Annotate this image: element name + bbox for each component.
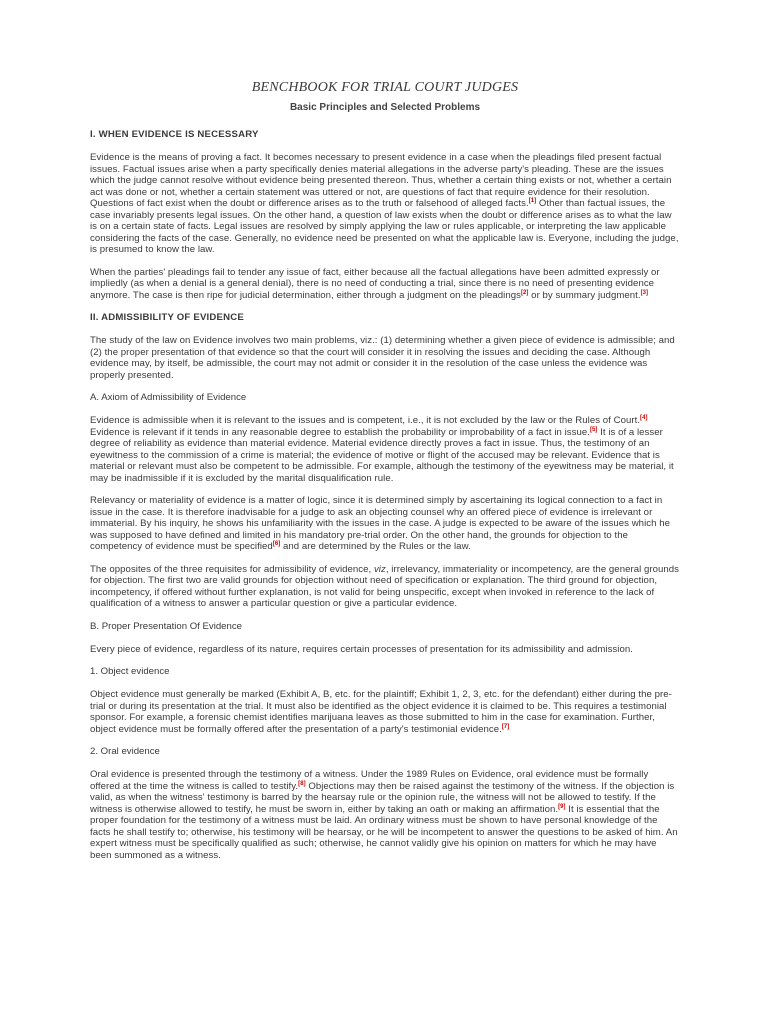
- footnote-7-link[interactable]: [7]: [501, 723, 510, 730]
- section-2b1-heading: 1. Object evidence: [90, 666, 170, 677]
- section-2a-paragraph-2: Relevancy or materiality of evidence is a matter of logic, since it is determined simply by ascertaining its logical connection to a fact in issue in the case. It is therefore inadvisable for a judge to ask an objecting counsel why an offered piece of evidence is irrelevant or immaterial. By his inquiry, he shows his unfamiliarity with the issues in the case. A judge is expected to be aware of the issues which he was supposed to have defined and limited in his mandatory pre-trial order. On the other hand, the grounds for objection to the competency of evidence must be specified[6] and are determined by the Rules or the law.: [90, 495, 670, 552]
- document-page: [90, 72, 680, 872]
- section-1-paragraph-2: When the parties' pleadings fail to tender any issue of fact, either because all the factual allegations have been admitted expressly or impliedly (as when a denial is a general denial), there is no need of conducting a trial, since there is no need of presenting evidence anymore. The case is then ripe for judicial determination, either through a judgment on the pleadings[2] or by summary judgment.[3]: [90, 266, 660, 301]
- section-2b-paragraph-1: Every piece of evidence, regardless of its nature, requires certain processes of presentation for its admissibility and admission.: [90, 643, 633, 655]
- section-2-heading: II. ADMISSIBILITY OF EVIDENCE: [90, 312, 244, 323]
- section-2b-heading: B. Proper Presentation Of Evidence: [90, 620, 242, 632]
- section-2b2-paragraph-1: Oral evidence is presented through the testimony of a witness. Under the 1989 Rules on Evidence, oral evidence must be formally offered at the time the witness is called to testify.[8] Objections may then be raised against the testimony of the witness. If the objection is valid, as when the witness' testimony is barred by the hearsay rule or the opinion rule, the witness will not be allowed to testify. If the witness is otherwise allowed to testify, he must be sworn in, either by taking an oath or making an affirmation.[9] It is essential that the proper foundation for the testimony of a witness must be laid. An ordinary witness must be shown to have personal knowledge of the facts he shall testify to; otherwise, his testimony will be hearsay, or he will be incompetent to answer the questions to be asked of him. An expert witness must be specifically qualified as such; otherwise, he cannot validly give his opinion on matters for which he may have been summoned as a witness.: [90, 769, 678, 861]
- section-2a-heading: A. Axiom of Admissibility of Evidence: [90, 392, 247, 403]
- footnote-6-link[interactable]: [6]: [272, 540, 281, 547]
- section-2a-paragraph-3: The opposites of the three requisites for admissibility of evidence, viz, irrelevancy, immateriality or incompetency, are the general grounds for objection. The first two are valid grounds for objection without need of specification or explanation. The third ground for objection, incompetency, if offered without further explanation, is not valid for being unspecific, except when invoked in reference to the lack of qualification of a witness to answer a particular question or give a particular evidence.: [90, 563, 680, 609]
- footnote-1-link[interactable]: [1]: [528, 197, 537, 204]
- document-subtitle: Basic Principles and Selected Problems: [289, 102, 481, 113]
- section-1-paragraph-1: Evidence is the means of proving a fact. It becomes necessary to present evidence in a case when the pleadings filed present factual issues. Factual issues arise when a party specifically denies material allegations in the adverse party's pleading. These are the issues which the judge cannot resolve without evidence being presented thereon. Thus, whether a certain thing exists or not, whether a certain act was done or not, whether a certain statement was uttered or not, are questions of fact that require evidence for their resolution. Questions of fact exist when the doubt or difference arises as to the truth or falsehood of alleged facts.[1] Other than factual issues, the case invariably presents legal issues. On the other hand, a question of law exists when the doubt or difference arises as to what the law is on a certain state of facts. Legal issues are resolved by simply applying the law or rules applicable, or interpreting the law applicable considering the facts of the case. Generally, no evidence need be presented on what the applicable law is. Everyone, including the judge, is presumed to know the law.: [90, 152, 679, 255]
- footnote-5-link[interactable]: [5]: [589, 426, 598, 433]
- footnote-2-link[interactable]: [2]: [520, 289, 529, 296]
- footnote-8-link[interactable]: [8]: [298, 780, 306, 787]
- footnote-4-link[interactable]: [4]: [640, 414, 648, 421]
- section-1-heading: I. WHEN EVIDENCE IS NECESSARY: [90, 129, 259, 140]
- section-2b1-paragraph-1: Object evidence must generally be marked (Exhibit A, B, etc. for the plaintiff; Exhibit 1, 2, 3, etc. for the defendant) either during the pre-trial or during its presentation at the trial. It must also be identified as the object evidence it is claimed to be. This requires a testimonial sponsor. For example, a forensic chemist identifies marijuana leaves as those submitted to him in the case for examination. Further, object evidence must be formally offered after the presentation of a party's testimonial evidence.[7]: [90, 689, 672, 735]
- document-title: BENCHBOOK FOR TRIAL COURT JUDGES: [251, 80, 519, 95]
- section-2a-paragraph-1: Evidence is admissible when it is relevant to the issues and is competent, i.e., it is not excluded by the law or the Rules of Court.[4] Evidence is relevant if it tends in any reasonable degree to establish the probability or improbability of a fact in issue.[5] It is of a lesser degree of reliability as evidence than material evidence. Material evidence directly proves a fact in issue. Thus, the testimony of an eyewitness to the commission of a crime is material; the evidence of motive or flight of the accused may be relevant. Evidence that is material or relevant must also be competent to be admissible. For example, although the testimony of the eyewitness may be material, it may be inadmissible if it is excluded by the marital disqualification rule.: [90, 414, 674, 484]
- section-2-paragraph-1: The study of the law on Evidence involves two main problems, viz.: (1) determining whether a given piece of evidence is admissible; and (2) the proper presentation of that evidence so that the court will consider it in resolving the issues and deciding the case. Although evidence may, by itself, be admissible, the court may not admit or consider it in the resolution of the case unless the evidence was properly presented.: [90, 335, 675, 381]
- section-2b2-heading: 2. Oral evidence: [90, 746, 160, 757]
- footnote-9-link[interactable]: [9]: [558, 803, 566, 810]
- footnote-3-link[interactable]: [3]: [640, 289, 649, 296]
